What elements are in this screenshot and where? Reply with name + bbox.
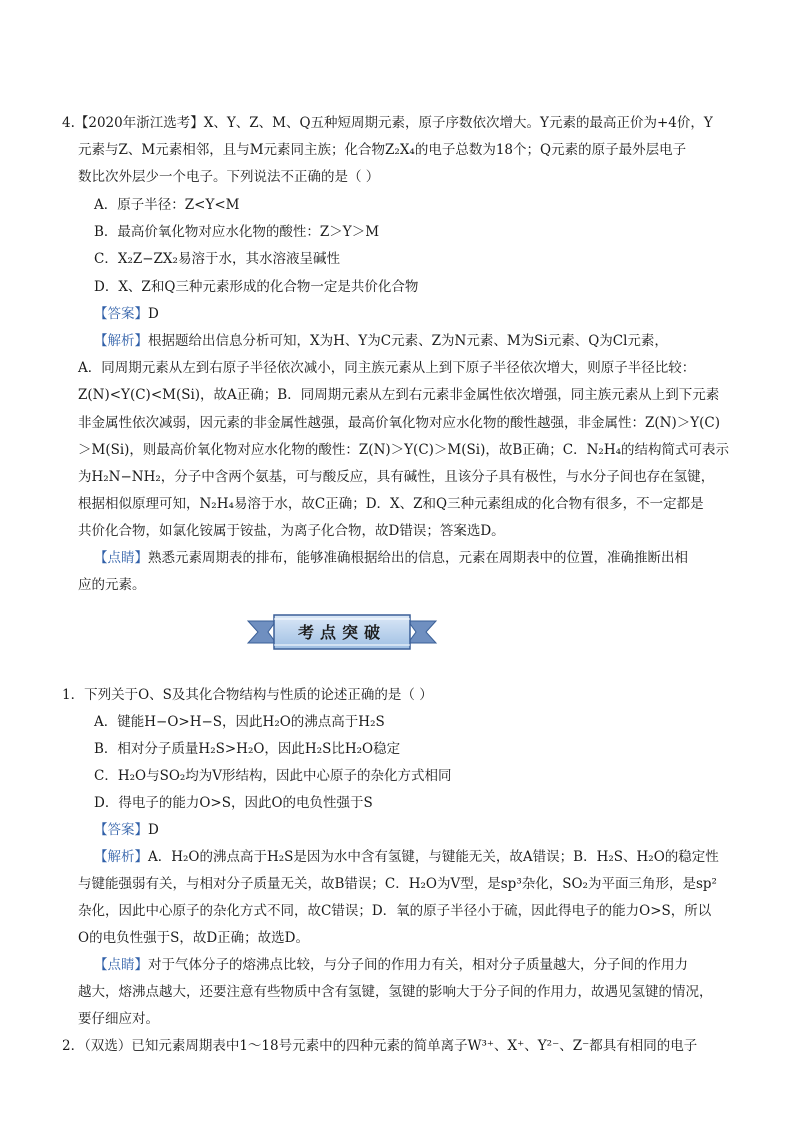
analysis-text: A．H₂O的沸点高于H₂S是因为水中含有氢键，与键能无关，故A错误；B．H₂S、H₂O的稳定性	[148, 849, 719, 865]
q4-option-d: D．X、Z和Q三种元素形成的化合物一定是共价化合物	[94, 279, 419, 295]
answer-value: D	[148, 822, 159, 838]
q4-analysis-line-3: Z(N)<Y(C)<M(Si)，故A正确；B．同周期元素从左到右元素非金属性依次增强，同主族元素从上到下元素	[78, 387, 720, 403]
p1-analysis-line-1	[94, 847, 719, 867]
p1-option-d: D．得电子的能力O>S，因此O的电负性强于S	[94, 795, 373, 811]
analysis-tag: 【解析】	[94, 333, 148, 349]
analysis-tag: 【解析】	[94, 849, 148, 865]
p1-tip-line-2: 越大，熔沸点越大，还要注意有些物质中含有氢键，氢键的影响大于分子间的作用力，故遇见氢键的情况，	[78, 984, 713, 1000]
p1-analysis-line-4: O的电负性强于S，故D正确；故选D。	[78, 930, 309, 946]
answer-tag: 【答案】	[94, 306, 148, 322]
q4-stem-line-2: 元素与Z、M元素相邻，且与M元素同主族；化合物Z₂X₄的电子总数为18个；Q元素的原子最外层电子	[78, 142, 687, 158]
q4-tip-line-2: 应的元素。	[78, 577, 146, 593]
q4-analysis-line-6: 为H₂N−NH₂，分子中含两个氨基，可与酸反应，具有碱性，且该分子具有极性，与水分子间也存在氢键，	[78, 469, 715, 485]
q4-analysis-line-7: 根据相似原理可知，N₂H₄易溶于水，故C正确；D．X、Z和Q三种元素组成的化合物有很多，不一定都是	[78, 496, 704, 512]
q4-analysis-line-8: 共价化合物，如氯化铵属于铵盐，为离子化合物，故D错误；答案选D。	[78, 523, 505, 539]
q4-option-a: A．原子半径：Z<Y<M	[94, 197, 240, 213]
analysis-text: 根据题给出信息分析可知，X为H、Y为C元素、Z为N元素、M为Si元素、Q为Cl元素，	[148, 333, 668, 349]
q4-stem-line-3: 数比次外层少一个电子。下列说法不正确的是（ ）	[78, 169, 380, 185]
q4-answer	[94, 304, 159, 324]
section-banner	[246, 609, 438, 655]
p1-option-a: A．键能H−O>H−S，因此H₂O的沸点高于H₂S	[94, 714, 385, 730]
q4-analysis-line-2: A．同周期元素从左到右原子半径依次减小，同主族元素从上到下原子半径依次增大，则原子半径比较：	[78, 360, 696, 376]
tip-tag: 【点睛】	[94, 550, 148, 566]
p1-analysis-line-2: 与键能强弱有关，与相对分子质量无关，故B错误；C．H₂O为V型，是sp³杂化，SO₂为平面三角形，是sp²	[78, 876, 717, 892]
p1-stem: 1．下列关于O、S及其化合物结构与性质的论述正确的是（ ）	[62, 687, 433, 703]
tip-tag: 【点睛】	[94, 957, 148, 973]
q4-tip-line-1	[94, 548, 688, 568]
q4-option-c: C．X₂Z−ZX₂易溶于水，其水溶液呈碱性	[94, 251, 340, 267]
q4-analysis-line-1	[94, 331, 668, 351]
p1-analysis-line-3: 杂化，因此中心原子的杂化方式不同，故C错误；D．氧的原子半径小于硫，因此得电子的能力O>S，所以	[78, 903, 712, 919]
p2-stem: 2．（双选）已知元素周期表中1～18号元素中的四种元素的简单离子W³⁺、X⁺、Y²⁻、Z⁻都具有相同的电子	[62, 1038, 698, 1054]
q4-option-b: B．最高价氧化物对应水化物的酸性：Z＞Y＞M	[94, 224, 380, 240]
q4-analysis-line-5: ＞M(Si)，则最高价氧化物对应水化物的酸性：Z(N)＞Y(C)＞M(Si)，故B正确；C．N₂H₄的结构简式可表示	[78, 442, 730, 458]
p1-tip-line-3: 要仔细应对。	[78, 1011, 159, 1027]
answer-value: D	[148, 306, 159, 322]
banner-title: 考点突破	[297, 623, 386, 642]
tip-text: 熟悉元素周期表的排布，能够准确根据给出的信息，元素在周期表中的位置，准确推断出相	[148, 550, 688, 566]
q4-analysis-line-4: 非金属性依次减弱，因元素的非金属性越强，最高价氧化物对应水化物的酸性越强，非金属性：Z(N)＞Y(C)	[78, 415, 721, 431]
p1-option-b: B．相对分子质量H₂S>H₂O，因此H₂S比H₂O稳定	[94, 741, 401, 757]
p1-tip-line-1	[94, 955, 688, 975]
p1-answer	[94, 820, 159, 840]
q4-stem-line-1: 4.【2020年浙江选考】X、Y、Z、M、Q五种短周期元素，原子序数依次增大。Y元素的最高正价为+4价，Y	[62, 115, 713, 131]
answer-tag: 【答案】	[94, 822, 148, 838]
p1-option-c: C．H₂O与SO₂均为V形结构，因此中心原子的杂化方式相同	[94, 768, 452, 784]
tip-text: 对于气体分子的熔沸点比较，与分子间的作用力有关，相对分子质量越大，分子间的作用力	[148, 957, 688, 973]
